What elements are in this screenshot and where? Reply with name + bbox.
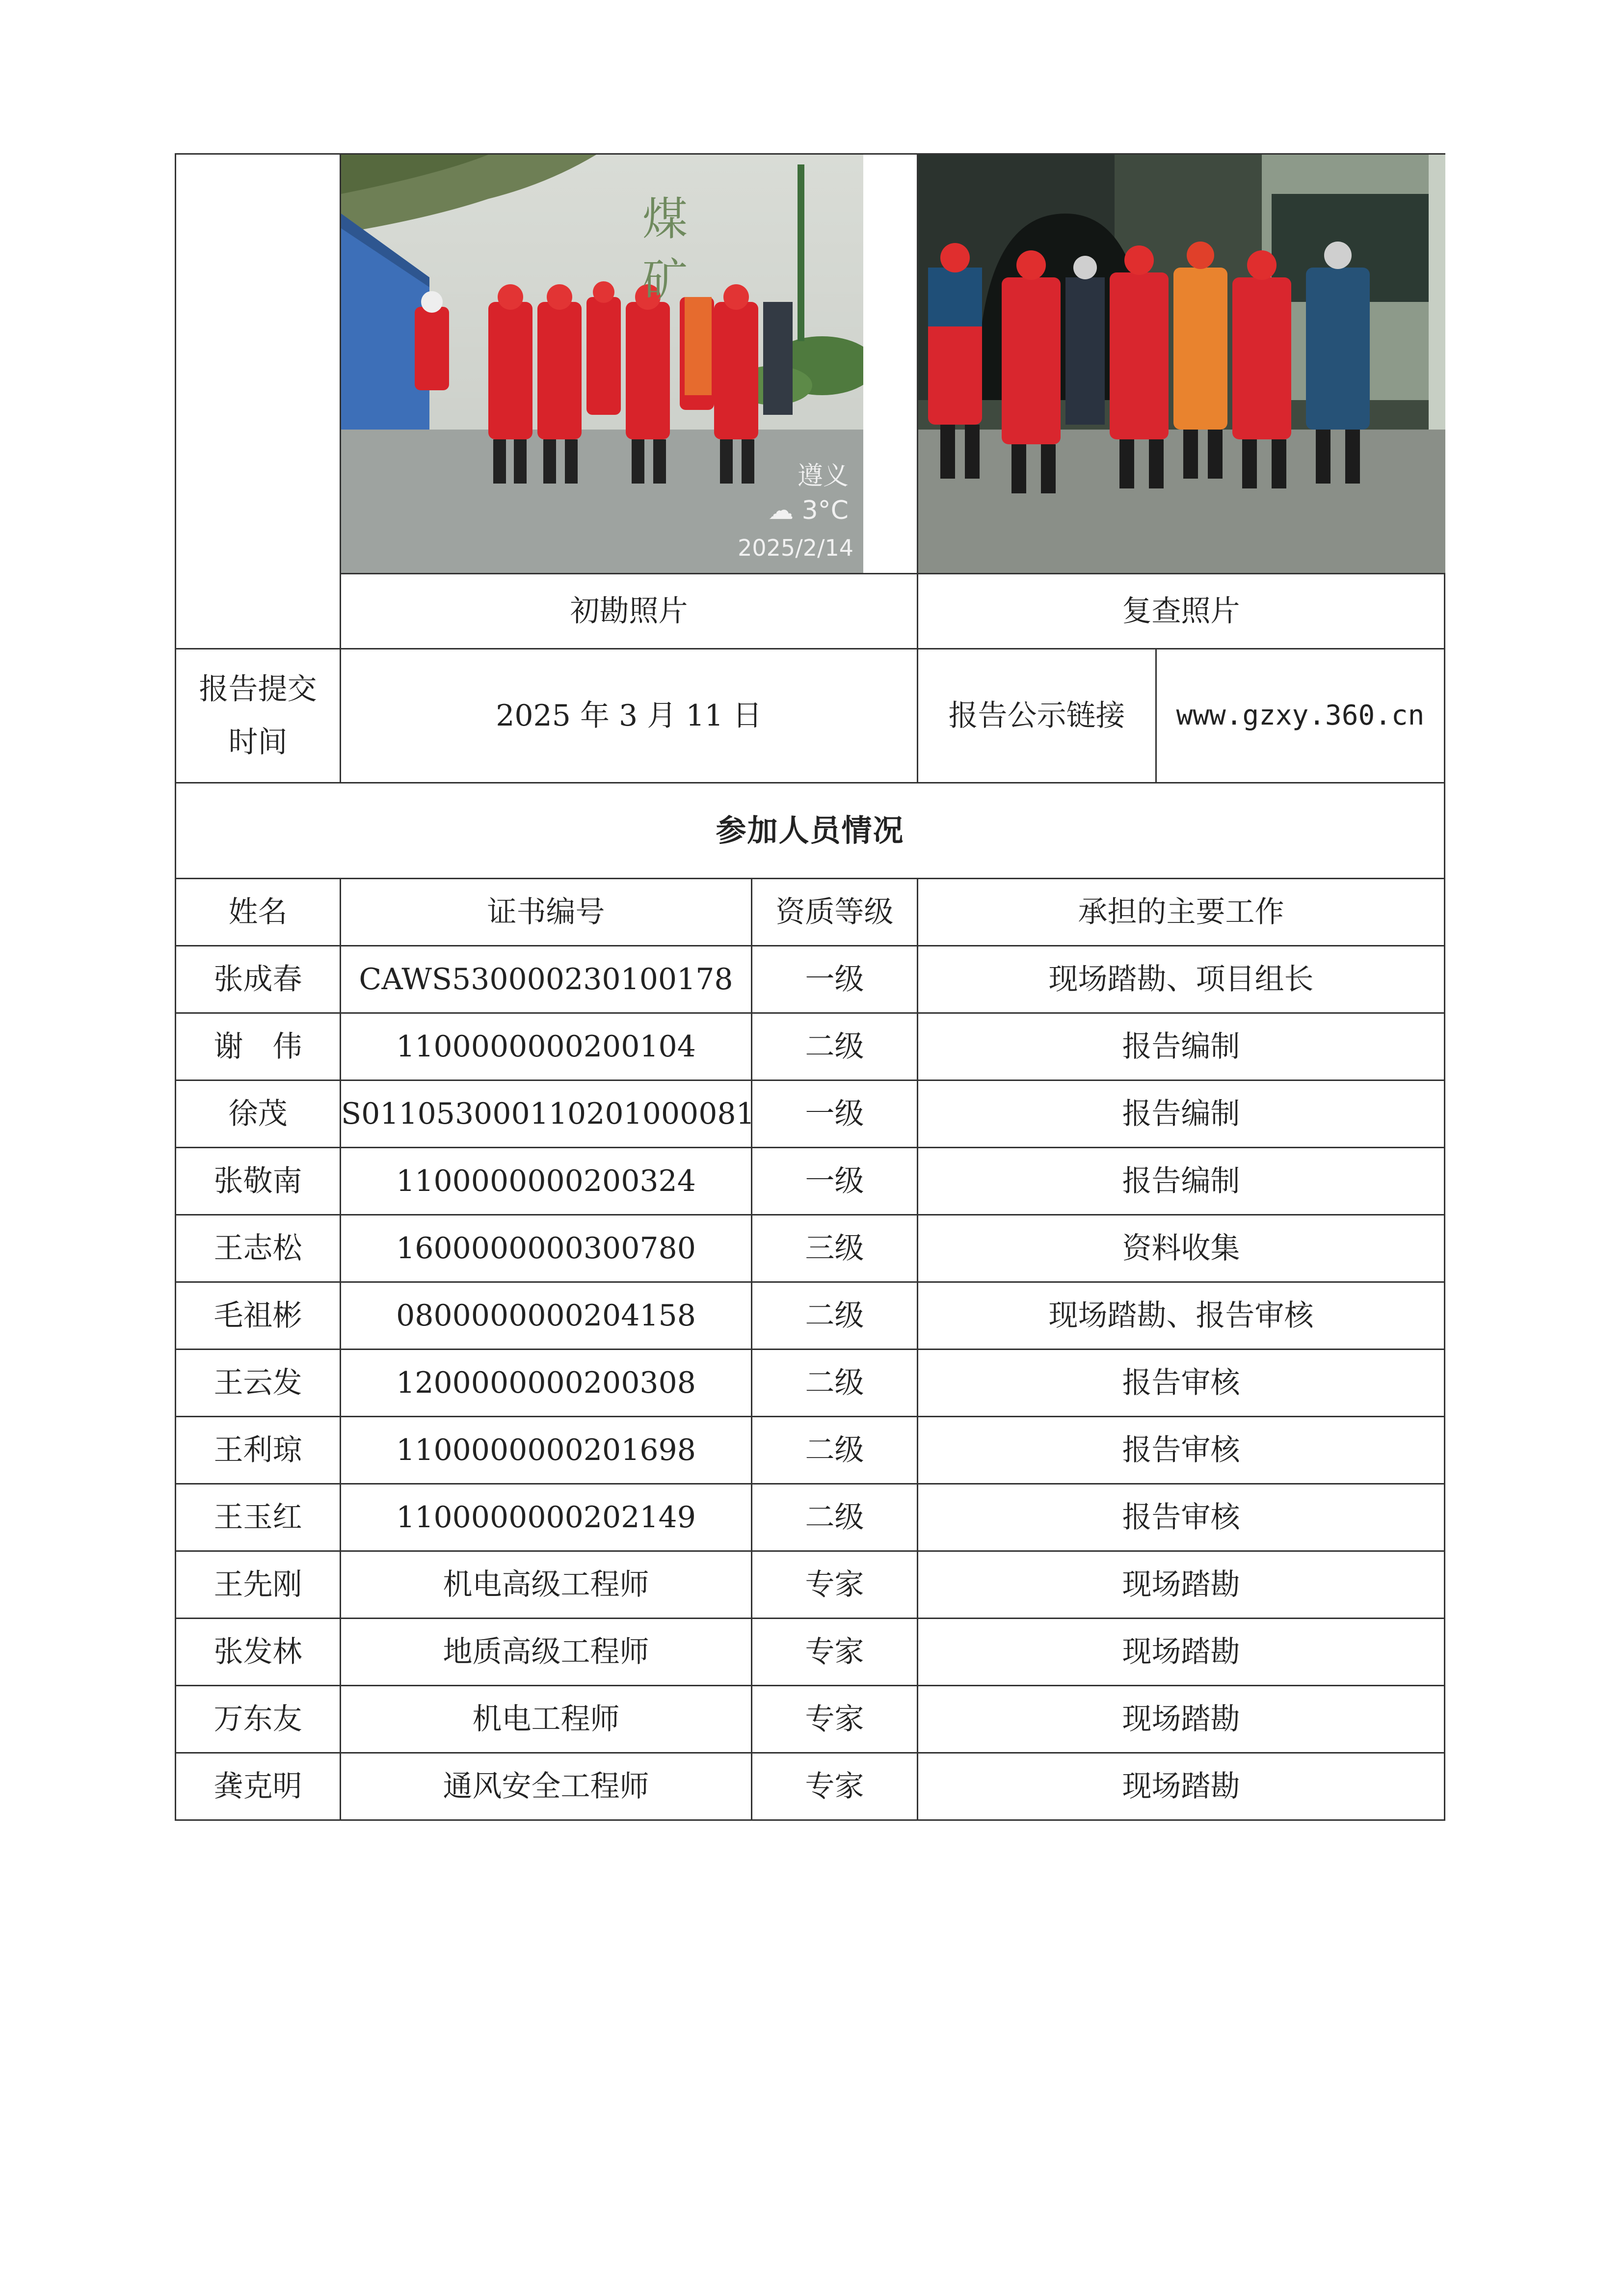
table-row — [176, 1215, 1445, 1282]
table-row — [176, 1282, 1445, 1350]
initial-photo-caption: 初勘照片 — [341, 574, 918, 649]
participant-level: 专家 — [752, 1753, 918, 1820]
participant-duty: 现场踏勘、项目组长 — [918, 946, 1445, 1013]
participant-name: 龚克明 — [176, 1753, 341, 1820]
participant-name: 万东友 — [176, 1686, 341, 1753]
participant-duty: 报告编制 — [918, 1148, 1445, 1215]
table-row — [176, 1484, 1445, 1551]
cloud-icon: ☁ — [768, 496, 794, 525]
participant-cert-no: 1200000000200308 — [341, 1350, 752, 1417]
report-link[interactable]: www.gzxy.360.cn — [1156, 649, 1445, 783]
participant-cert-no: 0800000000204158 — [341, 1282, 752, 1350]
header-name: 姓名 — [176, 879, 341, 946]
wall-char-mine: 矿 — [642, 254, 805, 307]
participant-level: 二级 — [752, 1282, 918, 1350]
header-cert-no: 证书编号 — [341, 879, 752, 946]
participants-title: 参加人员情况 — [176, 783, 1445, 879]
participant-level: 专家 — [752, 1619, 918, 1686]
table-row — [176, 1013, 1445, 1080]
participant-cert-no: 通风安全工程师 — [341, 1753, 752, 1820]
participant-duty: 现场踏勘 — [918, 1619, 1445, 1686]
participant-cert-no: CAWS530000230100178 — [341, 946, 752, 1013]
review-photo-caption: 复查照片 — [918, 574, 1445, 649]
participant-duty: 现场踏勘 — [918, 1551, 1445, 1619]
wall-char-coal: 煤 — [642, 193, 805, 245]
review-photo-cell — [918, 154, 1445, 574]
participant-duty: 现场踏勘 — [918, 1686, 1445, 1753]
participant-name: 张发林 — [176, 1619, 341, 1686]
participants-table — [175, 878, 1445, 1821]
participant-level: 一级 — [752, 1080, 918, 1148]
participant-level: 二级 — [752, 1350, 918, 1417]
participant-duty: 现场踏勘 — [918, 1753, 1445, 1820]
initial-photo-cell — [341, 154, 918, 574]
participant-name: 王玉红 — [176, 1484, 341, 1551]
initial-photo-wall-text — [596, 189, 851, 311]
photo-overlay-city: 遵义 — [797, 461, 849, 491]
participant-level: 专家 — [752, 1551, 918, 1619]
submit-time-value: 2025 年 3 月 11 日 — [341, 649, 918, 783]
participant-name: 谢 伟 — [176, 1013, 341, 1080]
participant-cert-no: 机电工程师 — [341, 1686, 752, 1753]
participant-cert-no: 1600000000300780 — [341, 1215, 752, 1282]
photo-overlay-date: 2025/2/14 — [738, 535, 853, 561]
participant-name: 张敬南 — [176, 1148, 341, 1215]
photo-row-label-cell — [176, 154, 341, 649]
participant-cert-no: 1100000000200104 — [341, 1013, 752, 1080]
table-row — [176, 1753, 1445, 1820]
table-row — [176, 1686, 1445, 1753]
participants-header-row — [176, 879, 1445, 946]
participant-name: 王先刚 — [176, 1551, 341, 1619]
participant-duty: 报告编制 — [918, 1013, 1445, 1080]
participant-name: 徐茂 — [176, 1080, 341, 1148]
table-row — [176, 1619, 1445, 1686]
participant-level: 专家 — [752, 1686, 918, 1753]
table-row — [176, 1148, 1445, 1215]
participant-cert-no: S011053000110201000081 — [341, 1080, 752, 1148]
participant-duty: 现场踏勘、报告审核 — [918, 1282, 1445, 1350]
header-level: 资质等级 — [752, 879, 918, 946]
review-photo — [918, 155, 1445, 573]
participant-cert-no: 1100000000202149 — [341, 1484, 752, 1551]
report-table — [175, 153, 1445, 879]
participant-cert-no: 机电高级工程师 — [341, 1551, 752, 1619]
participant-name: 王云发 — [176, 1350, 341, 1417]
participant-cert-no: 1100000000201698 — [341, 1417, 752, 1484]
submit-time-label: 报告提交时间 — [176, 649, 341, 783]
table-row — [176, 1551, 1445, 1619]
initial-photo — [341, 155, 863, 573]
participant-level: 一级 — [752, 946, 918, 1013]
participant-level: 一级 — [752, 1148, 918, 1215]
report-link-label: 报告公示链接 — [918, 649, 1156, 783]
participant-level: 三级 — [752, 1215, 918, 1282]
participant-name: 王志松 — [176, 1215, 341, 1282]
participant-duty: 报告编制 — [918, 1080, 1445, 1148]
participant-name: 王利琼 — [176, 1417, 341, 1484]
photo-overlay-weather — [768, 493, 849, 528]
table-row — [176, 1350, 1445, 1417]
participant-name: 毛祖彬 — [176, 1282, 341, 1350]
participant-duty: 报告审核 — [918, 1417, 1445, 1484]
participant-duty: 资料收集 — [918, 1215, 1445, 1282]
table-row — [176, 1417, 1445, 1484]
participant-cert-no: 地质高级工程师 — [341, 1619, 752, 1686]
participant-duty: 报告审核 — [918, 1484, 1445, 1551]
photo-overlay-temp: 3°C — [801, 496, 849, 525]
participant-duty: 报告审核 — [918, 1350, 1445, 1417]
participant-cert-no: 1100000000200324 — [341, 1148, 752, 1215]
header-duty: 承担的主要工作 — [918, 879, 1445, 946]
participant-level: 二级 — [752, 1417, 918, 1484]
participant-name: 张成春 — [176, 946, 341, 1013]
participant-level: 二级 — [752, 1013, 918, 1080]
report-sheet — [175, 153, 1444, 1821]
table-row — [176, 1080, 1445, 1148]
participant-level: 二级 — [752, 1484, 918, 1551]
table-row — [176, 946, 1445, 1013]
review-photo-image — [918, 155, 1445, 573]
